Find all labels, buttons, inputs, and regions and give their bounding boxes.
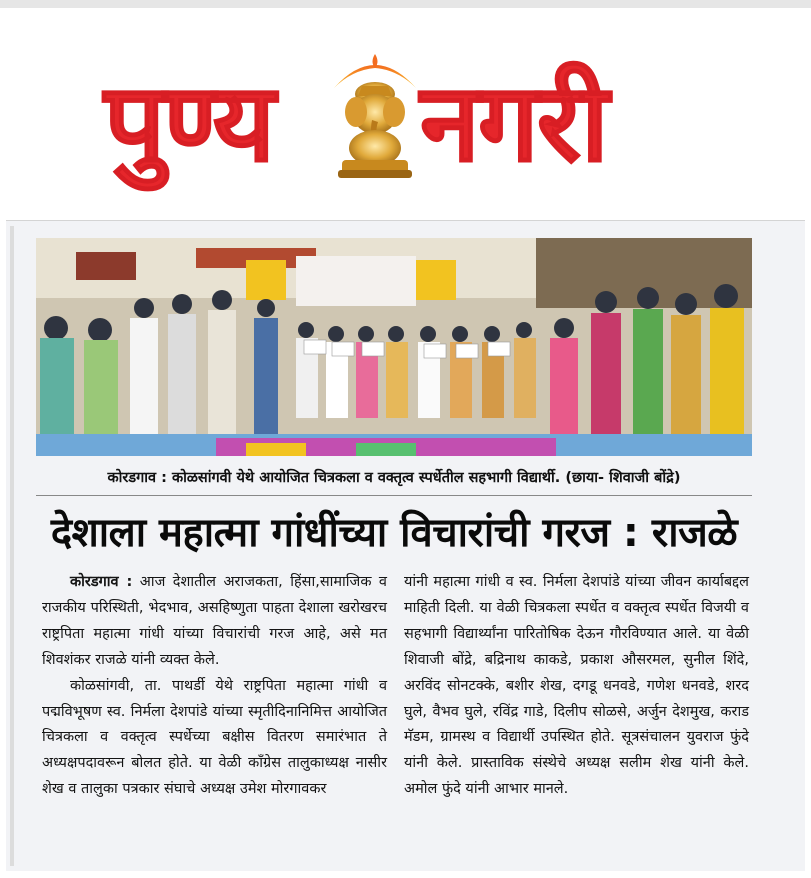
divider-rule	[36, 495, 752, 496]
dateline: कोरडगाव :	[70, 574, 133, 590]
ganesha-logo-icon	[328, 48, 422, 178]
masthead-title-left: पुण्य	[104, 61, 274, 186]
top-band	[0, 0, 811, 8]
article-paragraph-3: यांनी महात्मा गांधी व स्व. निर्मला देशपांडे यांच्या जीवन कार्याबद्दल माहिती दिली. या वेळी चित्रकला स्पर्धेत व वक्तृत्व स्पर्धेत विजयी व सहभागी विद्यार्थ्यांना पारितोषिक देऊन गौरविण्यात आले. या वेळी शिवाजी बोंद्रे, बद्रिनाथ काकडे, प्रकाश औसरमल, सुनील शिंदे, अरविंद सोनटक्के, बशीर शेख, दगडू धनवडे, गणेश धनवडे, शरद घुले, वैभव घुले, रविंद्र गाडे, दिलीप सोळसे, अर्जुन देशमुख, कराड मॅडम, ग्रामस्थ व विद्यार्थी उपस्थित होते. सूत्रसंचालन युवराज फुंदे यांनी केले. प्रास्ताविक संस्थेचे अध्यक्ष सलीम शेख यांनी केले. अमोल फुंदे यांनी आभार मानले.	[404, 574, 749, 798]
article-paragraph-2: कोळसांगवी, ता. पाथर्डी येथे राष्ट्रपिता महात्मा गांधी व पद्मविभूषण स्व. निर्मला देशपांडे यांच्या स्मृतीदिनानिमित्त आयोजित चित्रकला व वक्तृत्व स्पर्धेच्या बक्षीस वितरण समारंभात ते अध्यक्षपदावरून बोलत होते. या वेळी काँग्रेस तालुकाध्यक्ष नासीर शेख व तालुका पत्रकार संघाचे अध्यक्ष उमेश मोरगावकर	[42, 677, 387, 798]
article-paragraph	[42, 570, 387, 674]
article-column-right	[404, 570, 749, 866]
photo-caption: कोरडगाव : कोळसांगवी येथे आयोजित चित्रकला व वक्तृत्व स्पर्धेतील सहभागी विद्यार्थी. (छाया- शिवाजी बोंद्रे)	[107, 470, 681, 486]
article-headline: देशाला महात्मा गांधींच्या विचारांची गरज : राजळे	[50, 510, 738, 556]
article-column-left	[42, 570, 387, 866]
group-photo	[36, 238, 752, 456]
clipping-edge	[10, 226, 14, 866]
article-paragraph-1-text: आज देशातील अराजकता, हिंसा,सामाजिक व राजकीय परिस्थिती, भेदभाव, असहिष्णुता पाहता देशाला खरोखरच राष्ट्रपिता महात्मा गांधी यांच्या विचारांची गरज आहे, असे मत शिवशंकर राजळे यांनी व्यक्त केले.	[42, 574, 387, 668]
masthead-title-right: नगरी	[420, 61, 607, 186]
masthead	[0, 8, 811, 218]
